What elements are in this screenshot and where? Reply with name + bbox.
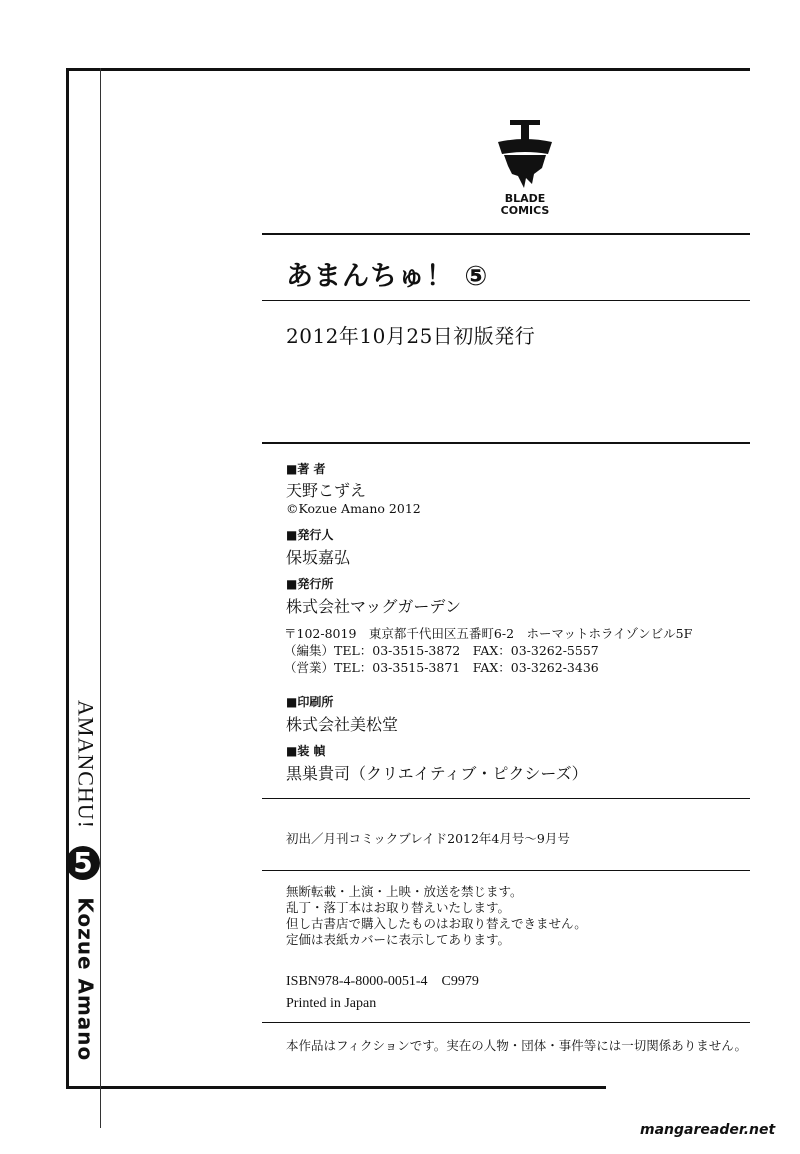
publisher-label: ■発行所: [286, 577, 334, 591]
publisher-person-label: ■発行人: [286, 528, 334, 542]
spine-volume-badge: 5: [66, 846, 100, 880]
logo-text-line1: BLADE: [504, 192, 546, 205]
publisher-address: 〒102-8019 東京都千代田区五番町6-2 ホーマットホライゾンビル5F: [284, 626, 693, 641]
blade-comics-logo: [490, 118, 560, 218]
printed-in-japan: Printed in Japan: [286, 996, 377, 1011]
notice-line: 但し古書店で購入したものはお取り替えできません。: [286, 916, 587, 931]
divider: [262, 300, 750, 301]
watermark: mangareader.net: [640, 1122, 776, 1138]
printer-label: ■印刷所: [286, 695, 334, 709]
divider: [262, 798, 750, 799]
copyright: ©Kozue Amano 2012: [286, 501, 421, 516]
frame-bottom-line: [66, 1086, 606, 1089]
divider: [262, 870, 750, 871]
spine-title: AMANCHU!: [73, 700, 99, 829]
spine-author: Kozue Amano: [73, 897, 98, 1062]
publisher-name: 株式会社マッグガーデン: [286, 597, 462, 616]
divider: [262, 442, 750, 444]
sales-tel: （営業）TEL：03-3515-3871 FAX：03-3262-3436: [284, 660, 599, 675]
divider: [262, 233, 750, 235]
author-label: ■著 者: [286, 462, 326, 476]
edit-tel: （編集）TEL：03-3515-3872 FAX：03-3262-5557: [284, 643, 599, 658]
logo-text-line2: COMICS: [500, 204, 550, 217]
divider: [262, 1022, 750, 1023]
spine-text: [66, 700, 100, 1061]
notice-line: 定価は表紙カバーに表示してあります。: [286, 932, 511, 947]
spine-line: [100, 68, 101, 1128]
printer-name: 株式会社美松堂: [286, 715, 399, 734]
isbn: ISBN978-4-8000-0051-4 C9979: [286, 974, 479, 989]
notice-line: 乱丁・落丁本はお取り替えいたします。: [286, 900, 511, 915]
publish-date: 2012年10月25日初版発行: [286, 324, 536, 348]
book-title: あまんちゅ！ ⑤: [286, 261, 489, 292]
notice-line: 無断転載・上演・上映・放送を禁じます。: [286, 884, 523, 899]
first-published: 初出／月刊コミックブレイド2012年4月号〜9月号: [286, 831, 570, 846]
design-label: ■装 幀: [286, 744, 326, 758]
fiction-note: 本作品はフィクションです。実在の人物・団体・事件等には一切関係ありません。: [286, 1038, 748, 1053]
frame-top-line: [66, 68, 750, 71]
design-credit: 黒巣貴司（クリエイティブ・ピクシーズ）: [286, 764, 588, 783]
publisher-person: 保坂嘉弘: [286, 548, 351, 567]
author-name: 天野こずえ: [286, 481, 367, 500]
